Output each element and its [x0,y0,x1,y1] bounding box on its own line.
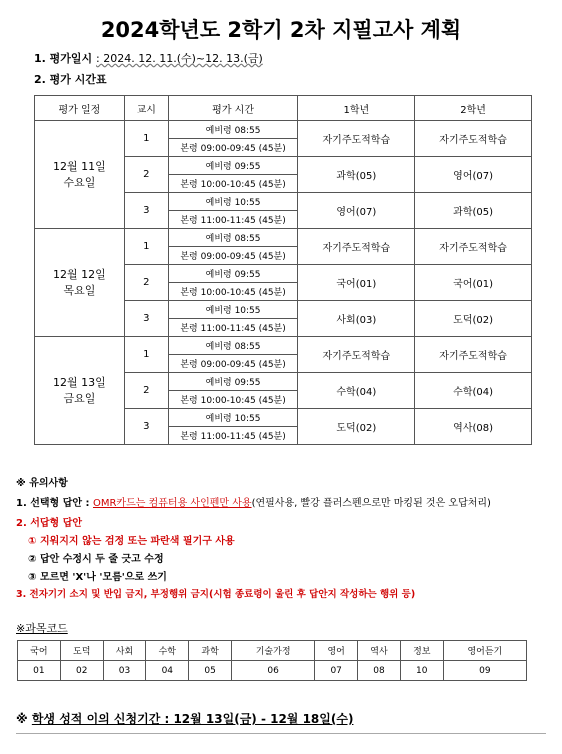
bottom-divider [16,733,546,734]
main-exam-time: 본령 11:00-11:45 (45분) [168,427,298,445]
subject-name-cell: 영어듣기 [443,641,526,661]
table-row [35,121,532,139]
grade2-subject: 자기주도적학습 [415,229,532,265]
grade1-subject: 자기주도적학습 [298,229,415,265]
grade1-subject: 영어(07) [298,193,415,229]
appeal-period [16,710,353,727]
grade1-subject: 수학(04) [298,373,415,409]
page-title: 2024학년도 2학기 2차 지필고사 계획 [100,18,462,42]
prep-bell-time: 예비령 10:55 [168,301,298,319]
subject-name-cell: 역사 [358,641,401,661]
note-1-suffix: (연필사용, 빨강 플러스펜으로만 마킹된 것은 오답처리) [251,498,491,509]
period-number: 3 [124,409,168,445]
appeal-prefix: ※ [16,712,32,726]
grade2-subject: 과학(05) [415,193,532,229]
grade2-subject: 수학(04) [415,373,532,409]
note-2c: ③ 모르면 'X'나 '모름'으로 쓰기 [28,572,167,583]
main-exam-time: 본령 09:00-09:45 (45분) [168,247,298,265]
table-row [35,229,532,247]
header-date: 평가 일정 [35,96,125,121]
subject-code-cell: 10 [400,661,443,681]
table-row [35,337,532,355]
notes-heading: ※ 유의사항 [16,478,68,489]
subject-code-cell: 01 [18,661,61,681]
grade1-subject: 사회(03) [298,301,415,337]
note-2: 2. 서답형 답안 [16,518,83,529]
period-number: 2 [124,373,168,409]
section-1-label: 1. 평가일시 [34,52,93,65]
grade1-subject: 자기주도적학습 [298,337,415,373]
grade1-subject: 국어(01) [298,265,415,301]
subject-code-cell: 04 [146,661,189,681]
main-exam-time: 본령 10:00-10:45 (45분) [168,391,298,409]
main-exam-time: 본령 11:00-11:45 (45분) [168,319,298,337]
subject-name-cell: 정보 [400,641,443,661]
note-3: 3. 전자기기 소지 및 반입 금지, 부정행위 금지(시험 종료령이 울린 후 답안지 작성하는 행위 등) [16,589,416,600]
grade2-subject: 자기주도적학습 [415,337,532,373]
note-1-red: OMR카드는 컴퓨터용 사인펜만 사용 [92,498,252,509]
section-2-label: 2. 평가 시간표 [34,73,107,86]
section-1 [34,50,263,66]
main-exam-time: 본령 09:00-09:45 (45분) [168,139,298,157]
exam-date: 12월 11일 [53,159,106,173]
subject-code-cell: 05 [189,661,232,681]
main-exam-time: 본령 11:00-11:45 (45분) [168,211,298,229]
prep-bell-time: 예비령 08:55 [168,229,298,247]
prep-bell-time: 예비령 10:55 [168,409,298,427]
subject-code-cell: 07 [315,661,358,681]
exam-date: 12월 13일 [53,375,106,389]
subject-name-cell: 과학 [189,641,232,661]
grade1-subject: 도덕(02) [298,409,415,445]
subject-name-cell: 국어 [18,641,61,661]
subject-name-cell: 수학 [146,641,189,661]
note-1 [16,494,491,509]
prep-bell-time: 예비령 08:55 [168,121,298,139]
subject-code-cell: 06 [231,661,314,681]
header-period: 교시 [124,96,168,121]
prep-bell-time: 예비령 09:55 [168,157,298,175]
prep-bell-time: 예비령 09:55 [168,265,298,283]
grade1-subject: 과학(05) [298,157,415,193]
subject-code-cell: 02 [60,661,103,681]
exam-day-cell [35,229,125,337]
exam-schedule-table [34,95,532,445]
subject-name-cell: 영어 [315,641,358,661]
main-exam-time: 본령 09:00-09:45 (45분) [168,355,298,373]
exam-day-cell [35,121,125,229]
grade2-subject: 도덕(02) [415,301,532,337]
appeal-text: 학생 성적 이의 신청기간 : 12월 13일(금) - 12월 18일(수) [31,712,354,726]
subject-name-cell: 사회 [103,641,146,661]
exam-weekday: 금요일 [63,391,96,405]
table-header-row [35,96,532,121]
subject-code-row [18,661,527,681]
subject-name-row [18,641,527,661]
prep-bell-time: 예비령 08:55 [168,337,298,355]
main-exam-time: 본령 10:00-10:45 (45분) [168,175,298,193]
header-grade1: 1학년 [298,96,415,121]
note-1-prefix: 1. 선택형 답안 : [16,498,93,509]
grade2-subject: 역사(08) [415,409,532,445]
exam-day-cell [35,337,125,445]
note-2a: ① 지워지지 않는 검정 또는 파란색 필기구 사용 [28,536,235,547]
subject-codes-table [17,640,527,681]
subject-name-cell: 도덕 [60,641,103,661]
main-exam-time: 본령 10:00-10:45 (45분) [168,283,298,301]
exam-date: 12월 12일 [53,267,106,281]
exam-weekday: 수요일 [63,175,96,189]
period-number: 1 [124,229,168,265]
grade1-subject: 자기주도적학습 [298,121,415,157]
header-grade2: 2학년 [415,96,532,121]
section-1-value: : 2024. 12. 11.(수)~12. 13.(금) [96,52,263,65]
period-number: 3 [124,301,168,337]
prep-bell-time: 예비령 10:55 [168,193,298,211]
period-number: 2 [124,157,168,193]
subject-code-cell: 09 [443,661,526,681]
grade2-subject: 국어(01) [415,265,532,301]
note-2b: ② 답안 수정시 두 줄 긋고 수정 [28,554,164,565]
period-number: 1 [124,121,168,157]
exam-weekday: 목요일 [63,283,96,297]
subject-codes-heading: ※과목코드 [16,622,68,635]
grade2-subject: 영어(07) [415,157,532,193]
subject-name-cell: 기술가정 [231,641,314,661]
period-number: 2 [124,265,168,301]
prep-bell-time: 예비령 09:55 [168,373,298,391]
subject-code-cell: 08 [358,661,401,681]
period-number: 3 [124,193,168,229]
header-time: 평가 시간 [168,96,298,121]
subject-code-cell: 03 [103,661,146,681]
grade2-subject: 자기주도적학습 [415,121,532,157]
period-number: 1 [124,337,168,373]
